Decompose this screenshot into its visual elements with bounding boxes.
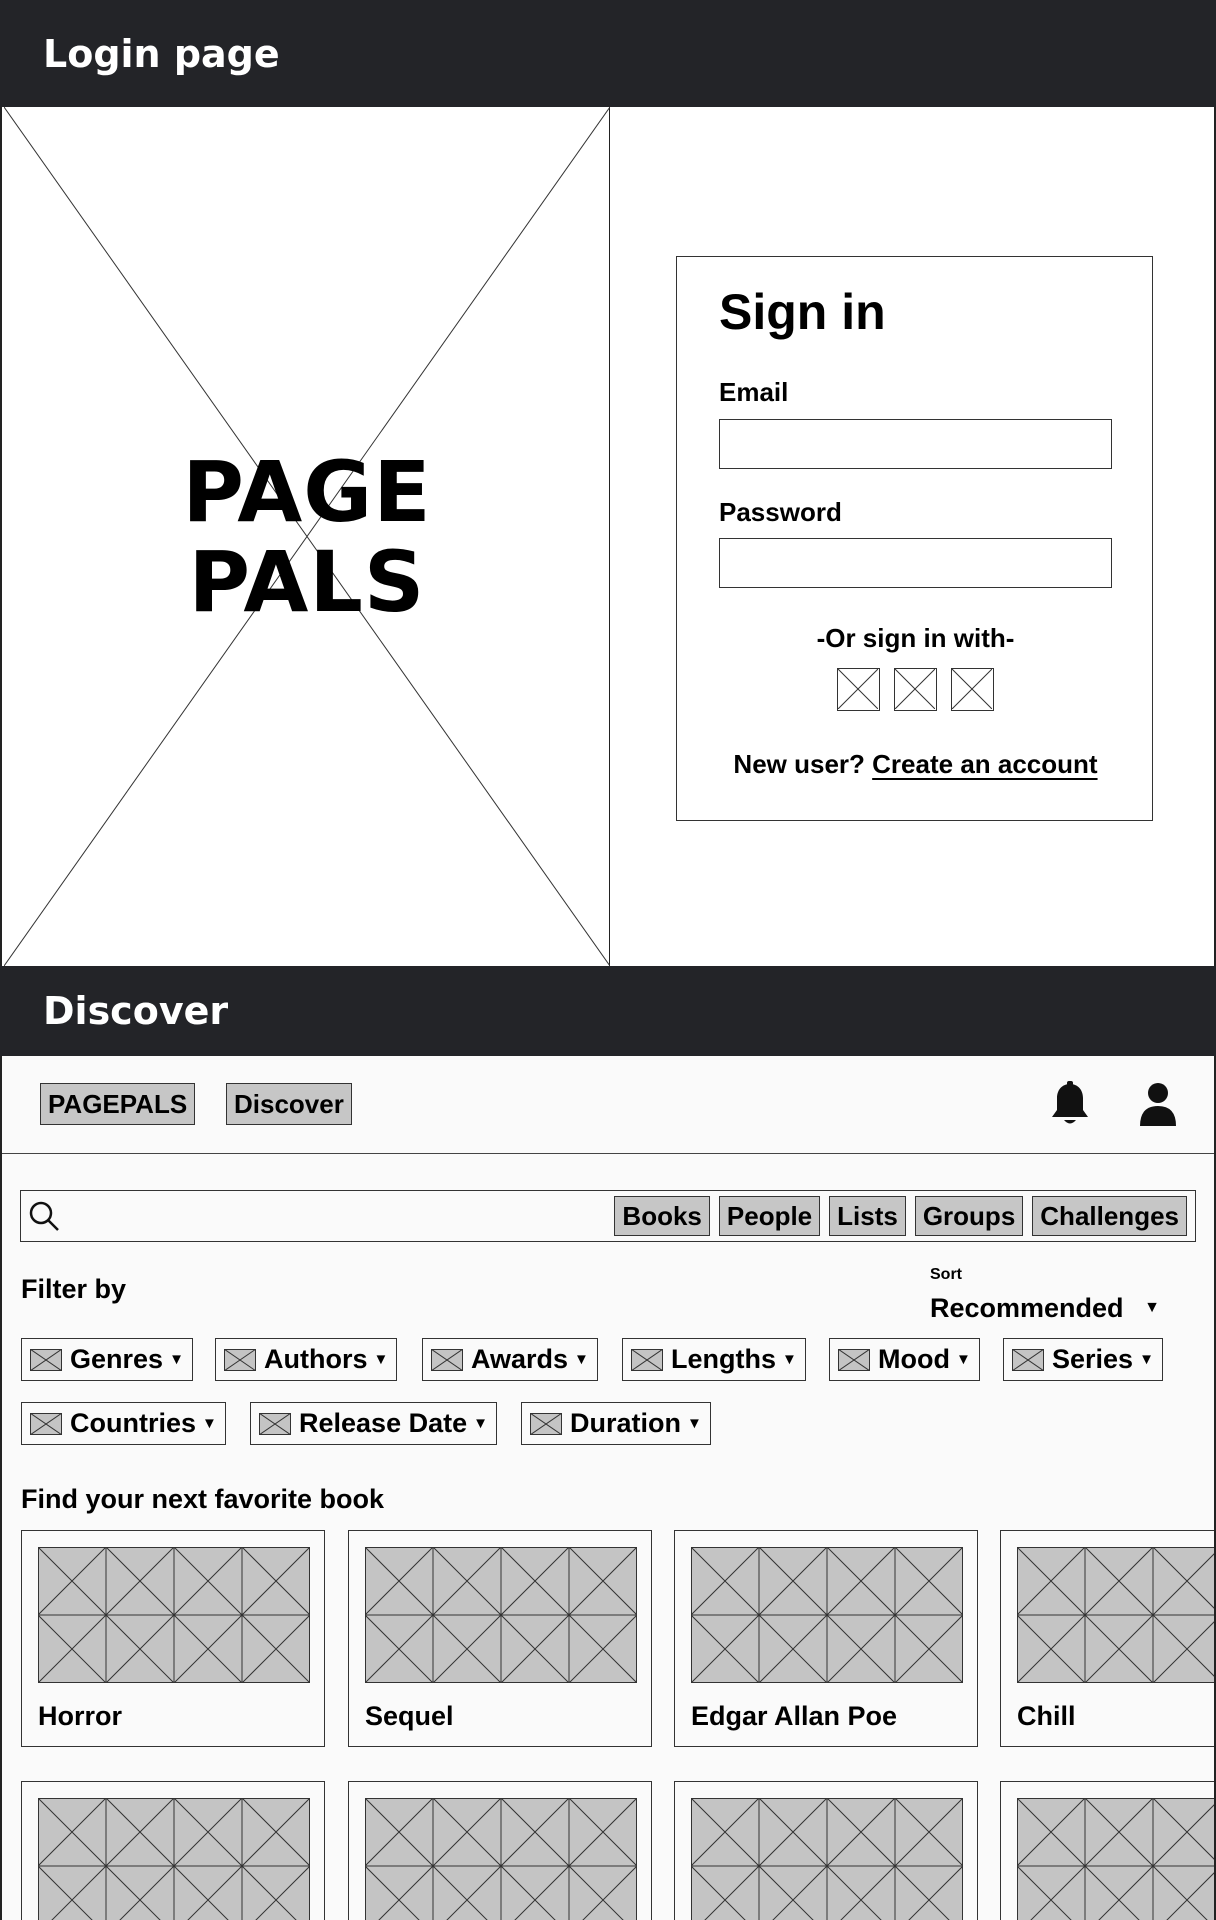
book-category-card-edgar-allan-poe[interactable] xyxy=(674,1530,978,1747)
book-category-card-horror[interactable] xyxy=(21,1530,325,1747)
book-category-card-chill[interactable] xyxy=(1000,1530,1216,1747)
filter-lengths[interactable] xyxy=(622,1338,806,1381)
social-login-button-3[interactable] xyxy=(951,668,994,711)
chevron-down-icon: ▼ xyxy=(473,1415,488,1432)
search-scope-tabs xyxy=(614,1196,1187,1236)
card-title: Chill xyxy=(1017,1701,1076,1731)
sort-dropdown[interactable] xyxy=(930,1290,1164,1326)
filter-label: Lengths xyxy=(671,1344,776,1374)
sort-caption: Sort xyxy=(930,1266,962,1283)
filter-label: Awards xyxy=(471,1344,569,1374)
image-placeholder-icon xyxy=(952,669,992,709)
image-placeholder-icon xyxy=(895,669,935,709)
discover-section-header: Discover xyxy=(0,966,1216,1056)
image-placeholder-icon xyxy=(365,1798,637,1920)
chevron-down-icon: ▼ xyxy=(782,1351,797,1368)
new-user-row xyxy=(677,749,1154,780)
email-field[interactable] xyxy=(719,419,1112,469)
card-title: Sequel xyxy=(365,1701,454,1731)
image-placeholder-icon xyxy=(30,1413,62,1435)
hero-logo-text xyxy=(4,443,610,631)
pagepals-home-button[interactable]: PAGEPALS xyxy=(40,1083,195,1125)
image-placeholder-icon xyxy=(259,1413,291,1435)
tab-challenges[interactable]: Challenges xyxy=(1032,1196,1187,1236)
login-page xyxy=(0,107,1216,966)
image-placeholder-icon xyxy=(30,1349,62,1371)
image-placeholder-icon xyxy=(1012,1349,1044,1371)
book-category-card[interactable] xyxy=(1000,1781,1216,1920)
filter-label: Countries xyxy=(70,1408,197,1438)
image-placeholder-icon xyxy=(530,1413,562,1435)
email-label: Email xyxy=(719,377,789,407)
chevron-down-icon: ▼ xyxy=(1144,1299,1160,1316)
social-login-button-1[interactable] xyxy=(837,668,880,711)
chevron-down-icon: ▼ xyxy=(955,1351,971,1368)
image-placeholder-icon xyxy=(838,669,878,709)
card-title: Horror xyxy=(38,1701,123,1731)
image-placeholder-icon xyxy=(365,1547,637,1683)
filter-label: Release Date xyxy=(299,1408,468,1438)
image-placeholder-icon xyxy=(1017,1798,1216,1920)
image-placeholder-icon xyxy=(1017,1547,1216,1683)
login-section-header: Login page xyxy=(0,0,1216,107)
image-placeholder-icon xyxy=(691,1798,963,1920)
chevron-down-icon: ▼ xyxy=(1139,1351,1154,1368)
chevron-down-icon: ▼ xyxy=(202,1415,217,1432)
chevron-down-icon: ▼ xyxy=(687,1415,702,1432)
image-placeholder-icon xyxy=(631,1349,663,1371)
or-sign-in-with-text: -Or sign in with- xyxy=(816,623,1015,653)
image-placeholder-icon xyxy=(838,1349,870,1371)
filter-label: Duration xyxy=(570,1408,681,1438)
image-placeholder-icon xyxy=(38,1798,310,1920)
filter-series[interactable] xyxy=(1003,1338,1163,1381)
chevron-down-icon: ▼ xyxy=(169,1351,184,1368)
discover-nav-button[interactable]: Discover xyxy=(226,1083,352,1125)
filter-awards[interactable] xyxy=(422,1338,598,1381)
search-input[interactable] xyxy=(71,1197,561,1235)
signin-card xyxy=(676,256,1153,821)
new-user-text: New user? xyxy=(733,749,865,779)
hero-image-placeholder xyxy=(4,107,610,966)
social-login-row xyxy=(837,668,994,711)
tab-people[interactable]: People xyxy=(719,1196,820,1236)
filter-mood[interactable] xyxy=(829,1338,980,1381)
tab-lists[interactable]: Lists xyxy=(829,1196,906,1236)
bell-icon[interactable] xyxy=(1048,1080,1092,1130)
book-category-card[interactable] xyxy=(348,1781,652,1920)
hero-logo-line2: PALS xyxy=(188,533,426,631)
image-placeholder-icon xyxy=(691,1547,963,1683)
search-bar xyxy=(20,1190,1196,1242)
recommendations-title: Find your next favorite book xyxy=(21,1484,385,1514)
book-category-card-sequel[interactable] xyxy=(348,1530,652,1747)
book-category-card[interactable] xyxy=(21,1781,325,1920)
image-placeholder-icon xyxy=(224,1349,256,1371)
filter-label: Mood xyxy=(878,1344,950,1374)
filter-countries[interactable] xyxy=(21,1402,226,1445)
password-field[interactable] xyxy=(719,538,1112,588)
filter-label: Genres xyxy=(70,1344,164,1374)
filter-duration[interactable] xyxy=(521,1402,711,1445)
filter-by-label: Filter by xyxy=(21,1274,127,1304)
image-placeholder-icon xyxy=(431,1349,463,1371)
create-account-link[interactable]: Create an account xyxy=(872,749,1098,779)
user-icon[interactable] xyxy=(1136,1080,1180,1130)
card-title: Edgar Allan Poe xyxy=(691,1701,898,1731)
tab-books[interactable]: Books xyxy=(614,1196,709,1236)
sort-selected-value: Recommended xyxy=(930,1292,1124,1323)
filter-release-date[interactable] xyxy=(250,1402,497,1445)
tab-groups[interactable]: Groups xyxy=(915,1196,1023,1236)
social-login-button-2[interactable] xyxy=(894,668,937,711)
signin-title: Sign in xyxy=(719,284,886,340)
password-label: Password xyxy=(719,497,842,527)
filter-label: Series xyxy=(1052,1344,1134,1374)
chevron-down-icon: ▼ xyxy=(574,1351,589,1368)
filter-authors[interactable] xyxy=(215,1338,397,1381)
chevron-down-icon: ▼ xyxy=(373,1351,389,1368)
filter-label: Authors xyxy=(264,1344,368,1374)
hero-logo-line1: PAGE xyxy=(182,443,432,541)
image-placeholder-icon xyxy=(38,1547,310,1683)
filter-genres[interactable] xyxy=(21,1338,193,1381)
search-icon[interactable] xyxy=(27,1199,61,1233)
book-category-card[interactable] xyxy=(674,1781,978,1920)
discover-page xyxy=(0,1056,1216,1920)
top-navigation-bar xyxy=(2,1056,1214,1154)
